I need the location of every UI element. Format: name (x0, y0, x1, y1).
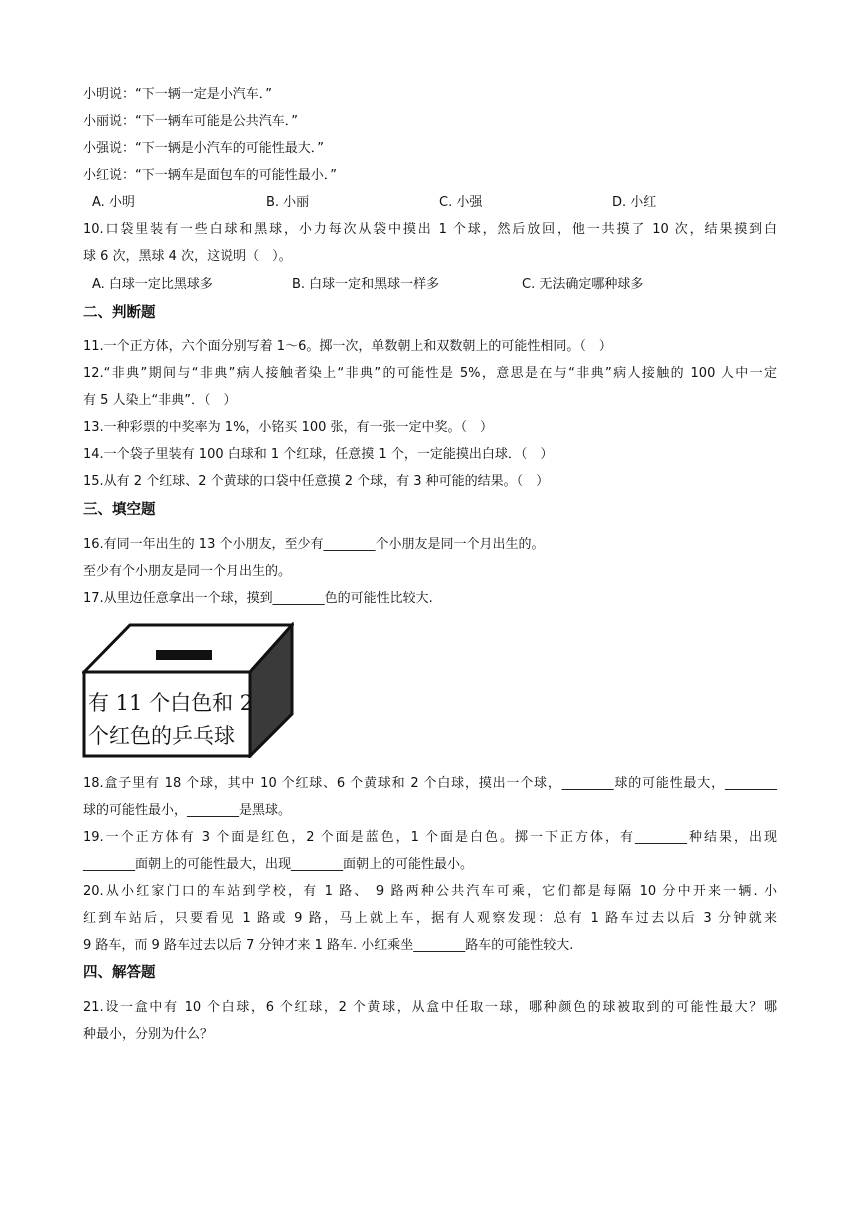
q12-text-line1: 12.“非典”期间与“非典”病人接触者染上“非典”的可能性是 5%，意思是在与“非典”病人接触的 100 人中一定 (83, 366, 777, 381)
q12-text-line2: 有 5 人染上“非典”．（ ） (83, 393, 237, 408)
box-label-line1: 有 11 个白色和 2 (88, 691, 254, 715)
q16-text-line2: 至少有个小朋友是同一个月出生的。 (83, 564, 292, 579)
q18-text-line1: 18.盒子里有 18 个球，其中 10 个红球、6 个黄球和 2 个白球，摸出一个球，________球的可能性最大，________ (83, 776, 777, 791)
q9-option-b: B. 小丽 (266, 195, 310, 210)
q9-option-c: C. 小强 (439, 195, 483, 210)
q9-statement-xiaohong: 小红说：“下一辆车是面包车的可能性最小．” (83, 168, 337, 183)
q13-text: 13.一种彩票的中奖率为 1%，小铭买 100 张，有一张一定中奖。（ ） (83, 420, 494, 435)
section-heading-judgment: 二、判断题 (83, 305, 156, 321)
q19-text-line1: 19.一个正方体有 3 个面是红色，2 个面是蓝色，1 个面是白色。掷一下正方体，有________种结果，出现 (83, 830, 777, 845)
q19-text-line2: ________面朝上的可能性最大，出现________面朝上的可能性最小。 (83, 857, 474, 872)
q9-option-a: A. 小明 (92, 195, 135, 210)
ball-box-illustration (82, 622, 294, 758)
q18-text-line2: 球的可能性最小，________是黑球。 (83, 803, 292, 818)
q10-text-line2: 球 6 次，黑球 4 次，这说明（ ）。 (83, 249, 292, 264)
q20-text-line2: 红到车站后，只要看见 1 路或 9 路，马上就上车，据有人观察发现：总有 1 路车过去以后 3 分钟就来 (83, 911, 777, 926)
box-label-line2: 个红色的乒乓球 (88, 724, 235, 748)
q17-text: 17.从里边任意拿出一个球，摸到________色的可能性比较大. (83, 591, 433, 606)
q10-option-c: C. 无法确定哪种球多 (522, 277, 644, 292)
q9-statement-xiaoming: 小明说：“下一辆一定是小汽车．” (83, 87, 272, 102)
q14-text: 14.一个袋子里装有 100 白球和 1 个红球，任意摸 1 个，一定能摸出白球．（ ） (83, 447, 554, 462)
q21-text-line1: 21.设一盒中有 10 个白球，6 个红球，2 个黄球，从盒中任取一球，哪种颜色的球被取到的可能性最大？哪 (83, 1000, 777, 1015)
section-heading-answer: 四、解答题 (83, 965, 156, 981)
q11-text: 11.一个正方体，六个面分别写着 1～6。掷一次，单数朝上和双数朝上的可能性相同。（ ） (83, 339, 612, 354)
q20-text-line1: 20.从小红家门口的车站到学校，有 1 路、 9 路两种公共汽车可乘，它们都是每隔 10 分中开来一辆. 小 (83, 884, 777, 899)
box-slot (156, 650, 212, 660)
q9-statement-xiaoli: 小丽说：“下一辆车可能是公共汽车．” (83, 114, 298, 129)
q15-text: 15.从有 2 个红球、2 个黄球的口袋中任意摸 2 个球，有 3 种可能的结果。（ ） (83, 474, 550, 489)
q10-text-line1: 10.口袋里装有一些白球和黑球，小力每次从袋中摸出 1 个球，然后放回，他一共摸了 10 次，结果摸到白 (83, 222, 777, 237)
q9-option-d: D. 小红 (612, 195, 657, 210)
q10-option-b: B. 白球一定和黑球一样多 (292, 277, 440, 292)
q9-statement-xiaoqiang: 小强说：“下一辆是小汽车的可能性最大．” (83, 141, 324, 156)
q21-text-line2: 种最小，分别为什么？ (83, 1027, 214, 1042)
q10-option-a: A. 白球一定比黑球多 (92, 277, 213, 292)
section-heading-fill-blank: 三、填空题 (83, 502, 156, 518)
q16-text-line1: 16.有同一年出生的 13 个小朋友，至少有________个小朋友是同一个月出生的。 (83, 537, 545, 552)
q20-text-line3: 9 路车，而 9 路车过去以后 7 分钟才来 1 路车. 小红乘坐________路车的可能性较大. (83, 938, 574, 953)
